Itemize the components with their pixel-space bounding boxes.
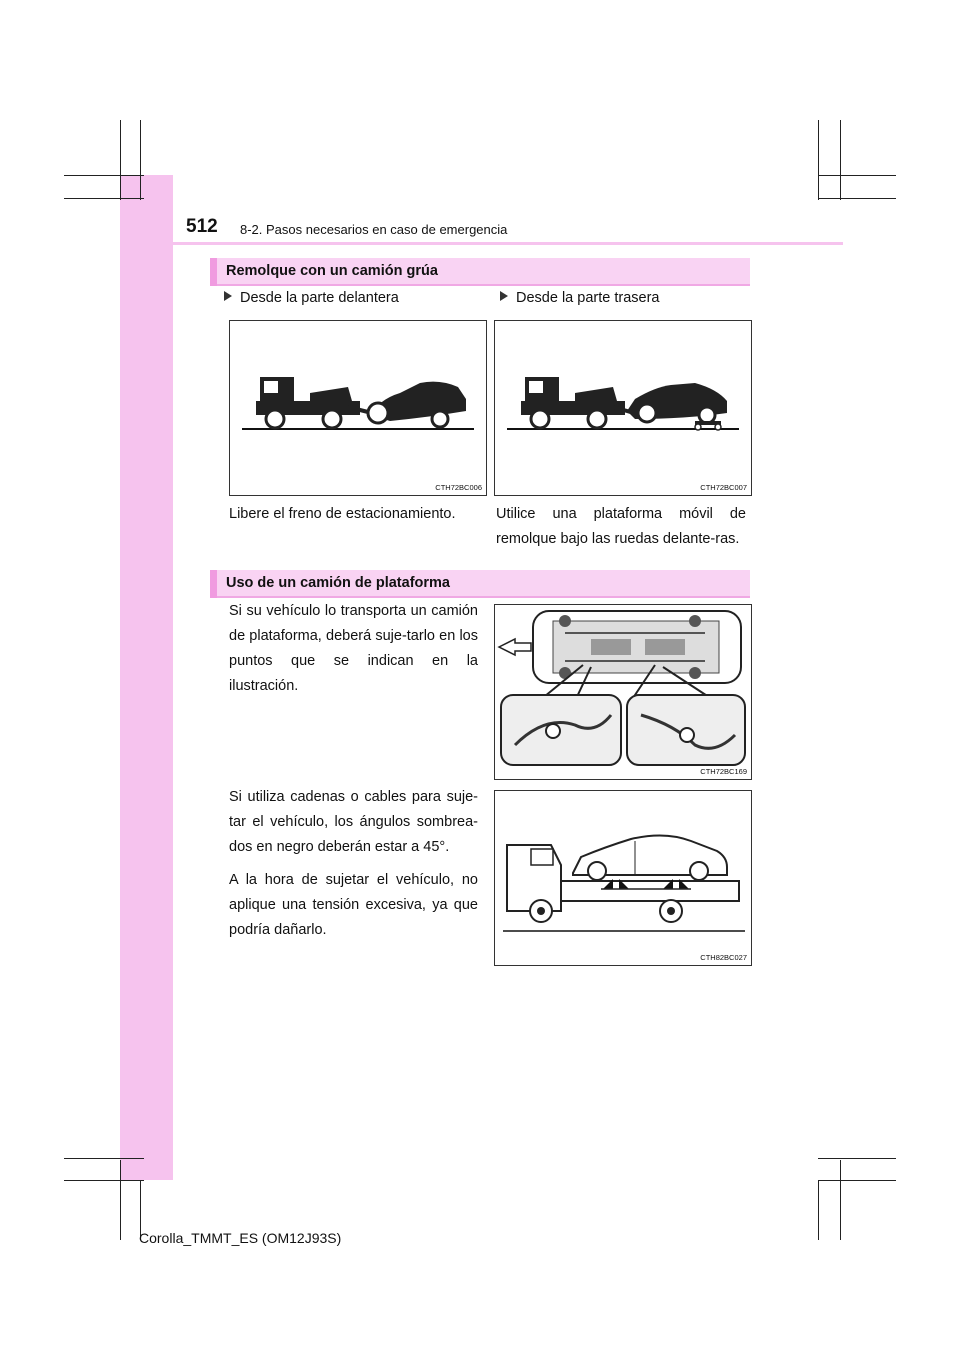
crop-mark (818, 175, 896, 176)
caption-front: Libere el freno de estacionamiento. (229, 506, 456, 522)
crop-mark (64, 1158, 144, 1159)
underbody-illustration (495, 605, 751, 779)
header-rule (173, 242, 843, 245)
section-heading-flatbed (210, 570, 750, 598)
crop-mark (818, 198, 896, 199)
bullet-arrow-icon (224, 291, 232, 301)
flatbed-truck-illustration (495, 791, 751, 965)
side-color-band (120, 175, 173, 1180)
bullet-label: Desde la parte trasera (516, 290, 660, 306)
bullet-label: Desde la parte delantera (240, 290, 399, 306)
figure-code: CTH72BC169 (700, 767, 747, 776)
crop-mark (818, 120, 819, 200)
crop-mark (64, 1180, 144, 1181)
section-heading-bar (210, 258, 217, 286)
chapter-title: 8-2. Pasos necesarios en caso de emergencia (240, 222, 508, 237)
figure-tow-rear (494, 320, 752, 496)
section-heading-bar (210, 570, 217, 598)
tow-truck-front-illustration (230, 321, 486, 495)
bullet-arrow-icon (500, 291, 508, 301)
figure-tow-front (229, 320, 487, 496)
flatbed-paragraph-2 (229, 785, 478, 951)
figure-code: CTH82BC027 (700, 953, 747, 962)
crop-mark (840, 120, 841, 200)
crop-mark (64, 198, 144, 199)
page-number: 512 (186, 216, 218, 237)
section-title: Uso de un camión de plataforma (226, 575, 450, 591)
bullet-front (224, 290, 399, 306)
figure-code: CTH72BC006 (435, 483, 482, 492)
figure-flatbed-truck (494, 790, 752, 966)
flatbed-paragraph-1 (229, 599, 478, 707)
paragraph: Si utiliza cadenas o cables para suje-tar el vehículo, los ángulos sombrea-dos en negro deberán estar a 45°. (229, 789, 478, 855)
crop-mark (120, 1160, 121, 1240)
section-heading-tow-truck (210, 258, 750, 286)
crop-mark (64, 175, 144, 176)
bullet-rear (500, 290, 659, 306)
crop-mark (818, 1180, 819, 1240)
crop-mark (840, 1160, 841, 1240)
tow-truck-rear-illustration (495, 321, 751, 495)
crop-mark (120, 120, 121, 200)
footer-document-id: Corolla_TMMT_ES (OM12J93S) (139, 1230, 342, 1246)
paragraph: Si su vehículo lo transporta un camión de plataforma, deberá suje-tarlo en los puntos que se indican en la ilustración. (229, 603, 478, 694)
section-title: Remolque con un camión grúa (226, 263, 438, 279)
crop-mark (818, 1158, 896, 1159)
crop-mark (818, 1180, 896, 1181)
paragraph: A la hora de sujetar el vehículo, no aplique una tensión excesiva, ya que podría dañarlo. (229, 872, 478, 938)
crop-mark (140, 120, 141, 200)
figure-tiedown-points (494, 604, 752, 780)
caption-rear: Utilice una plataforma móvil de remolque bajo las ruedas delante-ras. (496, 506, 746, 547)
figure-code: CTH72BC007 (700, 483, 747, 492)
